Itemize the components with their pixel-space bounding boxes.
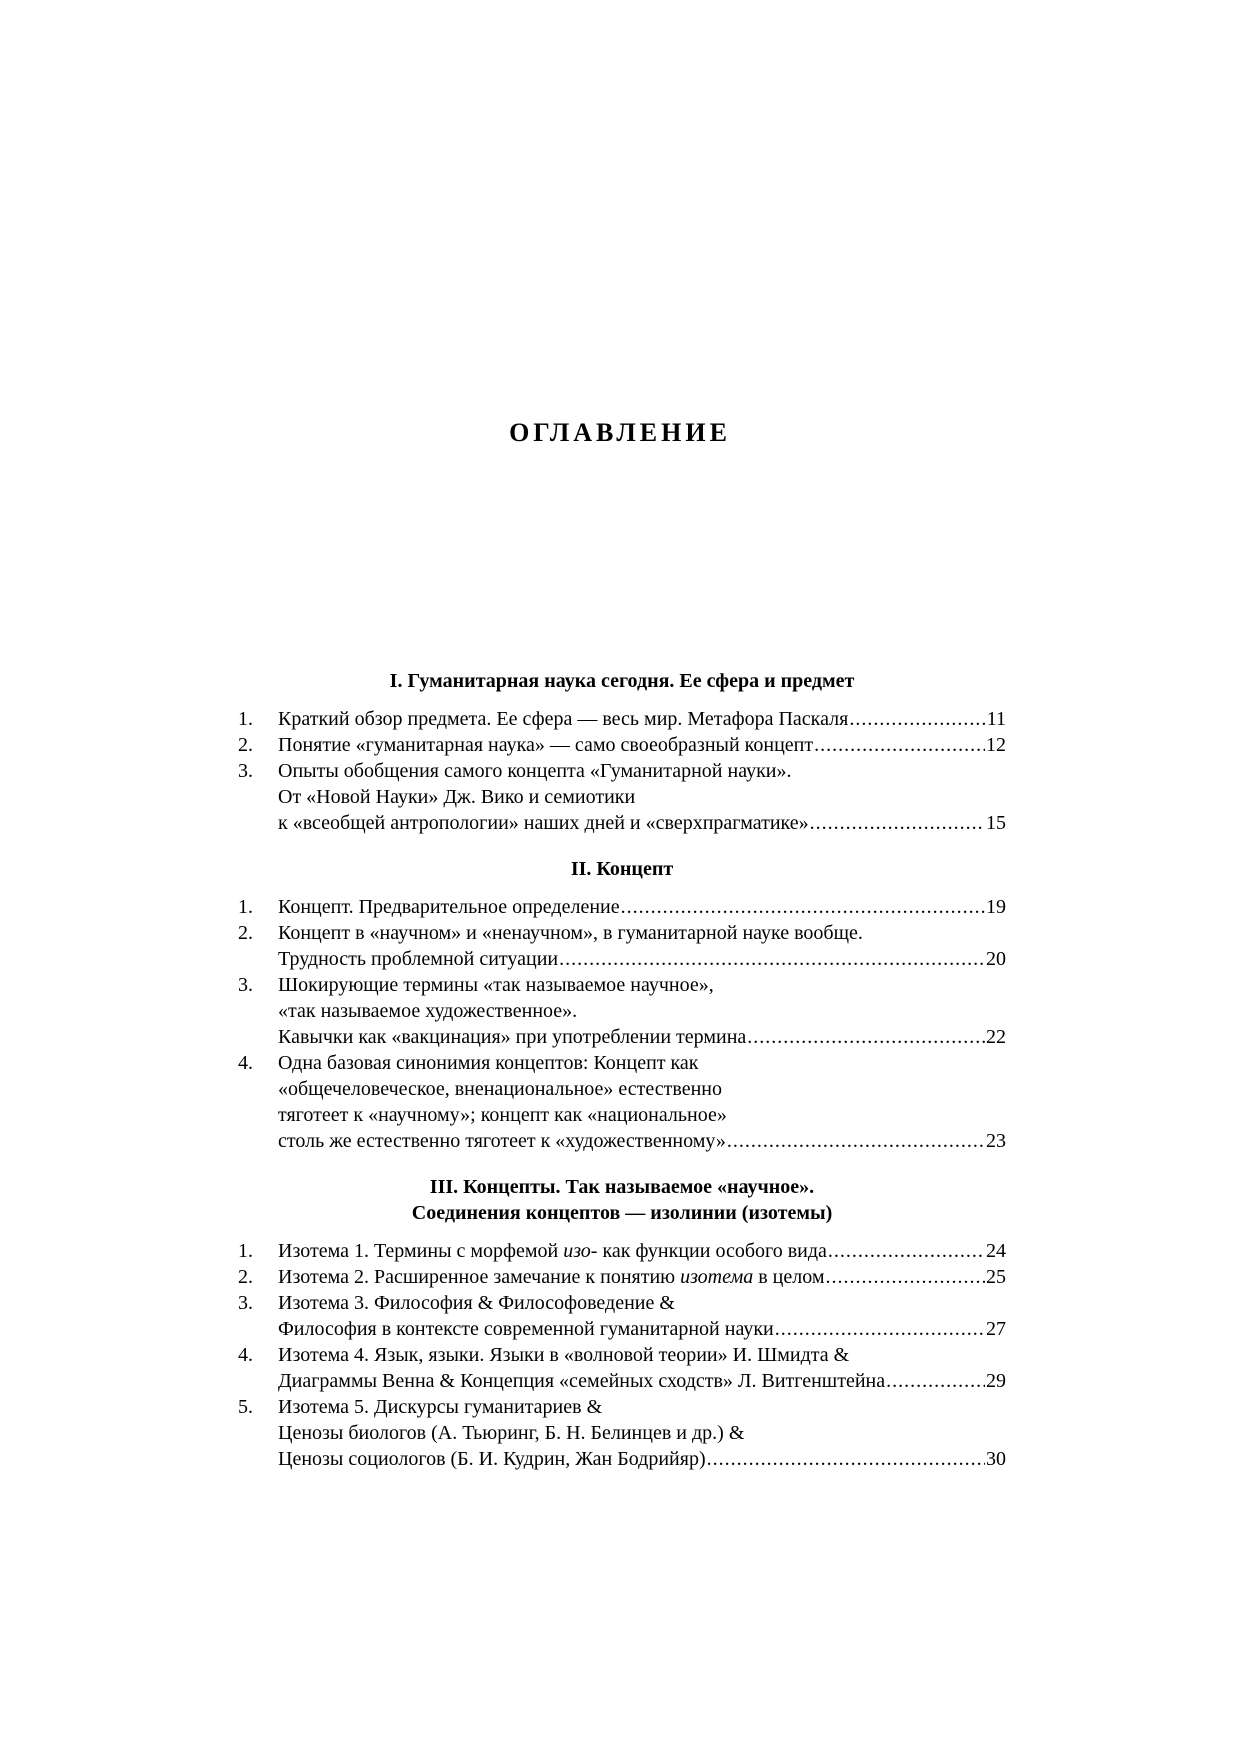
entry-body xyxy=(278,1050,1006,1154)
toc-entry xyxy=(238,1264,1006,1290)
section-heading xyxy=(238,856,1006,882)
entry-title-line: Изотема 3. Философия & Философоведение & xyxy=(278,1292,675,1314)
page-number: 20 xyxy=(986,948,1006,970)
entry-final-line xyxy=(278,706,1006,732)
toc-entry xyxy=(238,732,1006,758)
section-heading xyxy=(238,668,1006,694)
entry-number: 1. xyxy=(238,1240,253,1262)
entry-body xyxy=(278,894,1006,920)
section-heading-line: III. Концепты. Так называемое «научное». xyxy=(429,1176,815,1198)
page-number: 25 xyxy=(986,1266,1006,1288)
entry-title-line: Диаграммы Венна & Концепция «семейных сходств» Л. Витгенштейна xyxy=(278,1370,886,1392)
entry-title-line: Изотема 1. Термины с морфемой изо- как функции особого вида xyxy=(278,1240,827,1262)
entry-final-line xyxy=(278,1316,1006,1342)
entry-body xyxy=(278,1394,1006,1472)
entry-number: 4. xyxy=(238,1344,253,1366)
entry-final-line xyxy=(278,1368,1006,1394)
dot-leader xyxy=(707,1446,985,1472)
entry-title-line: Концепт в «научном» и «ненаучном», в гуманитарной науке вообще. xyxy=(278,922,863,944)
entry-number: 2. xyxy=(238,734,253,756)
entry-number: 1. xyxy=(238,708,253,730)
entry-number: 5. xyxy=(238,1396,253,1418)
entry-title-line: тяготеет к «научному»; концепт как «национальное» xyxy=(278,1104,727,1126)
dot-leader xyxy=(886,1368,985,1394)
entry-title-line: к «всеобщей антропологии» наших дней и «сверхпрагматике» xyxy=(278,812,809,834)
dot-leader xyxy=(621,894,985,920)
section-heading-line: II. Концепт xyxy=(570,858,674,880)
entry-body xyxy=(278,1238,1006,1264)
entry-body xyxy=(278,920,1006,972)
entry-title-line: «общечеловеческое, вненациональное» естественно xyxy=(278,1078,722,1100)
page-number: 19 xyxy=(986,896,1006,918)
page-number: 30 xyxy=(986,1448,1006,1470)
page-number: 11 xyxy=(986,708,1006,730)
dot-leader xyxy=(828,1238,985,1264)
toc-entry xyxy=(238,706,1006,732)
page-number: 29 xyxy=(986,1370,1006,1392)
page-number: 12 xyxy=(986,734,1006,756)
entry-number: 2. xyxy=(238,922,253,944)
toc-entry-list xyxy=(238,1238,1006,1472)
entry-body xyxy=(278,1342,1006,1394)
entry-title-line: Кавычки как «вакцинация» при употреблении термина xyxy=(278,1026,747,1048)
entry-number: 1. xyxy=(238,896,253,918)
entry-title-line: Шокирующие термины «так называемое научное», xyxy=(278,974,714,996)
entry-title-line: Ценозы биологов (А. Тьюринг, Б. Н. Белинцев и др.) & xyxy=(278,1422,745,1444)
entry-title-line: Одна базовая синонимия концептов: Концепт как xyxy=(278,1052,699,1074)
toc-entry xyxy=(238,1394,1006,1472)
dot-leader xyxy=(559,946,985,972)
entry-final-line xyxy=(278,1446,1006,1472)
entry-title-line: Изотема 4. Язык, языки. Языки в «волновой теории» И. Шмидта & xyxy=(278,1344,850,1366)
dot-leader xyxy=(849,706,985,732)
entry-final-line xyxy=(278,1024,1006,1050)
entry-body xyxy=(278,732,1006,758)
entry-title-line: Концепт. Предварительное определение xyxy=(278,896,620,918)
entry-title-line: Изотема 5. Дискурсы гуманитариев & xyxy=(278,1396,603,1418)
entry-number: 2. xyxy=(238,1266,253,1288)
toc-entry xyxy=(238,920,1006,972)
section-heading-line: Соединения концептов — изолинии (изотемы) xyxy=(411,1202,833,1224)
dot-leader xyxy=(810,810,985,836)
entry-title-line: От «Новой Науки» Дж. Вико и семиотики xyxy=(278,786,636,808)
entry-body xyxy=(278,1290,1006,1342)
entry-title-line: столь же естественно тяготеет к «художественному» xyxy=(278,1130,726,1152)
entry-title-line: Опыты обобщения самого концепта «Гуманитарной науки». xyxy=(278,760,792,782)
toc-entry xyxy=(238,1342,1006,1394)
entry-title-line: «так называемое художественное». xyxy=(278,1000,578,1022)
entry-final-line xyxy=(278,732,1006,758)
section-heading-line: I. Гуманитарная наука сегодня. Ее сфера и предмет xyxy=(389,670,855,692)
dot-leader xyxy=(747,1024,985,1050)
dot-leader xyxy=(814,732,985,758)
entry-number: 4. xyxy=(238,1052,253,1074)
entry-final-line xyxy=(278,1238,1006,1264)
italic-term: изотема xyxy=(680,1266,754,1288)
page-number: 27 xyxy=(986,1318,1006,1340)
entry-number: 3. xyxy=(238,974,253,996)
entry-body xyxy=(278,1264,1006,1290)
entry-title-line: Ценозы социологов (Б. И. Кудрин, Жан Бодрийяр) xyxy=(278,1448,706,1470)
toc-entry xyxy=(238,1290,1006,1342)
section-heading xyxy=(238,1174,1006,1226)
page-number: 22 xyxy=(986,1026,1006,1048)
dot-leader xyxy=(727,1128,985,1154)
entry-final-line xyxy=(278,894,1006,920)
entry-title-line: Философия в контексте современной гуманитарной науки xyxy=(278,1318,774,1340)
entry-final-line xyxy=(278,1264,1006,1290)
page-number: 15 xyxy=(986,812,1006,834)
dot-leader xyxy=(775,1316,985,1342)
entry-title-line: Трудность проблемной ситуации xyxy=(278,948,559,970)
toc-entry xyxy=(238,758,1006,836)
entry-body xyxy=(278,758,1006,836)
toc-entry-list xyxy=(238,706,1006,836)
toc-entry xyxy=(238,1238,1006,1264)
page-title: ОГЛАВЛЕНИЕ xyxy=(509,418,731,447)
entry-title-line: Изотема 2. Расширенное замечание к понятию изотема в целом xyxy=(278,1266,825,1288)
entry-final-line xyxy=(278,810,1006,836)
entry-number: 3. xyxy=(238,760,253,782)
table-of-contents xyxy=(238,668,1006,1492)
entry-body xyxy=(278,706,1006,732)
entry-body xyxy=(278,972,1006,1050)
entry-final-line xyxy=(278,946,1006,972)
page-number: 23 xyxy=(986,1130,1006,1152)
italic-term: изо xyxy=(563,1240,591,1262)
dot-leader xyxy=(826,1264,985,1290)
toc-entry xyxy=(238,972,1006,1050)
toc-entry xyxy=(238,894,1006,920)
page-number: 24 xyxy=(986,1240,1006,1262)
toc-entry-list xyxy=(238,894,1006,1154)
entry-title-line: Краткий обзор предмета. Ее сфера — весь мир. Метафора Паскаля xyxy=(278,708,849,730)
entry-final-line xyxy=(278,1128,1006,1154)
entry-number: 3. xyxy=(238,1292,253,1314)
entry-title-line: Понятие «гуманитарная наука» — само своеобразный концепт xyxy=(278,734,814,756)
toc-entry xyxy=(238,1050,1006,1154)
